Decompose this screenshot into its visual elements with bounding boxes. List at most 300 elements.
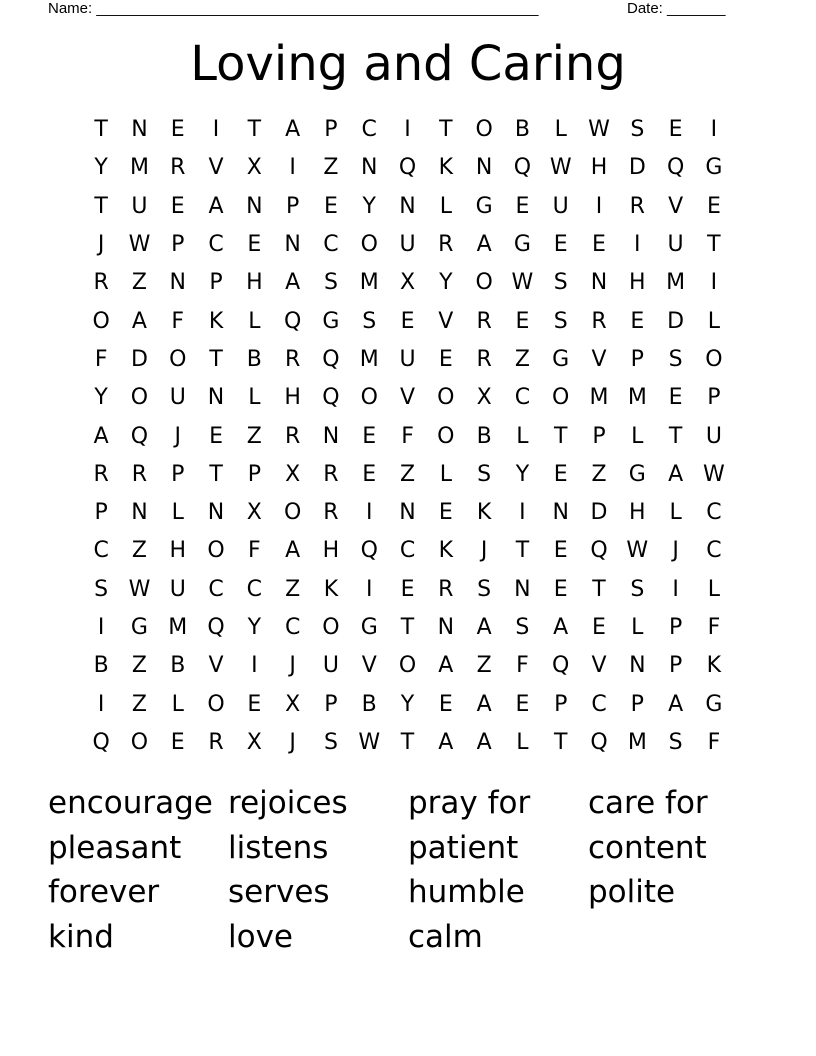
date-field — [627, 0, 725, 18]
grid-letter[interactable]: R — [93, 270, 109, 296]
grid-letter[interactable]: Z — [131, 691, 147, 717]
grid-letter[interactable]: E — [553, 576, 568, 602]
grid-letter[interactable]: K — [476, 500, 492, 526]
grid-letter[interactable]: P — [94, 500, 108, 526]
grid-letter[interactable]: T — [707, 232, 721, 258]
grid-letter[interactable]: I — [97, 615, 105, 640]
grid-letter[interactable]: S — [668, 729, 683, 755]
grid-letter[interactable]: E — [247, 232, 262, 258]
grid-letter[interactable]: G — [322, 308, 340, 334]
grid-letter[interactable]: L — [171, 691, 184, 717]
grid-letter[interactable]: E — [553, 538, 568, 564]
grid-letter[interactable]: I — [251, 653, 258, 679]
grid-letter[interactable]: R — [131, 461, 148, 487]
grid-letter[interactable]: I — [97, 691, 105, 717]
grid-letter[interactable]: S — [323, 729, 338, 755]
grid-letter[interactable]: Q — [207, 615, 225, 640]
grid-letter[interactable]: N — [246, 193, 263, 219]
grid-letter[interactable]: S — [553, 308, 568, 334]
grid-letter[interactable]: O — [207, 538, 225, 564]
grid-letter[interactable]: F — [516, 653, 529, 679]
grid-letter[interactable]: P — [247, 461, 261, 487]
grid-letter[interactable]: K — [438, 155, 454, 181]
grid-letter[interactable]: E — [170, 117, 185, 143]
grid-letter[interactable]: K — [706, 653, 722, 679]
grid-letter[interactable]: U — [399, 346, 416, 372]
grid-letter[interactable]: Z — [323, 155, 339, 181]
grid-letter[interactable]: I — [404, 117, 411, 143]
grid-letter[interactable]: A — [131, 308, 147, 334]
grid-letter[interactable]: T — [592, 576, 606, 602]
grid-letter[interactable]: R — [284, 346, 301, 372]
grid-letter[interactable]: S — [553, 270, 568, 296]
grid-letter[interactable]: U — [399, 232, 416, 258]
grid-letter[interactable]: P — [554, 691, 568, 717]
grid-letter[interactable]: E — [515, 308, 530, 334]
grid-letter[interactable]: N — [131, 117, 148, 143]
grid-letter[interactable]: P — [324, 117, 338, 143]
grid-letter[interactable]: I — [365, 500, 373, 526]
grid-letter[interactable]: E — [668, 385, 683, 411]
grid-letter[interactable]: Q — [590, 729, 608, 755]
grid-letter[interactable]: M — [627, 385, 647, 411]
grid-letter[interactable]: O — [130, 729, 149, 755]
grid-letter[interactable]: P — [668, 653, 683, 679]
grid-letter[interactable]: W — [358, 729, 381, 755]
grid-letter[interactable]: C — [208, 232, 224, 258]
grid-letter[interactable]: F — [707, 729, 721, 755]
grid-letter[interactable]: M — [666, 270, 686, 296]
grid-row — [82, 532, 734, 570]
grid-letter[interactable]: D — [130, 346, 148, 372]
grid-letter[interactable]: H — [629, 270, 646, 296]
grid-letter[interactable]: U — [322, 653, 339, 679]
grid-letter[interactable]: Y — [94, 385, 108, 411]
grid-letter[interactable]: U — [169, 385, 186, 411]
grid-letter[interactable]: E — [362, 423, 377, 449]
grid-letter[interactable]: R — [170, 155, 186, 181]
grid-letter[interactable]: C — [591, 691, 607, 717]
grid-letter[interactable]: E — [170, 729, 185, 755]
grid-letter[interactable]: W — [703, 461, 725, 487]
grid-letter[interactable]: C — [284, 615, 301, 640]
grid-letter[interactable]: C — [323, 232, 339, 258]
grid-letter[interactable]: A — [438, 653, 454, 679]
grid-letter[interactable]: A — [438, 729, 454, 755]
grid-letter[interactable]: Y — [400, 691, 415, 717]
grid-letter[interactable]: T — [553, 729, 568, 755]
grid-letter[interactable]: P — [171, 232, 185, 258]
grid-letter[interactable]: H — [322, 538, 340, 564]
grid-letter[interactable]: G — [705, 155, 723, 181]
grid-letter[interactable]: O — [283, 500, 302, 526]
grid-letter[interactable]: D — [590, 500, 608, 526]
grid-letter[interactable]: H — [169, 538, 187, 564]
grid-letter[interactable]: T — [668, 423, 683, 449]
grid-letter[interactable]: R — [93, 461, 109, 487]
grid-letter[interactable]: J — [174, 423, 181, 449]
grid-letter[interactable]: O — [705, 346, 723, 372]
grid-letter[interactable]: E — [553, 461, 568, 487]
grid-letter[interactable]: L — [439, 193, 452, 219]
word-bank — [48, 781, 768, 960]
grid-letter[interactable]: I — [595, 193, 603, 219]
grid-letter[interactable]: E — [438, 691, 453, 717]
grid-letter[interactable]: X — [246, 500, 262, 526]
worksheet-header — [48, 0, 748, 20]
grid-letter[interactable]: S — [94, 576, 109, 602]
grid-letter[interactable]: T — [94, 117, 108, 143]
grid-letter[interactable]: T — [209, 346, 223, 372]
grid-letter[interactable]: G — [475, 193, 493, 219]
grid-letter[interactable]: O — [398, 653, 417, 679]
grid-letter[interactable]: C — [514, 385, 531, 411]
grid-letter[interactable]: T — [439, 117, 453, 143]
grid-letter[interactable]: L — [669, 500, 682, 526]
grid-letter[interactable]: O — [130, 385, 149, 411]
word-bank-item: rejoices — [228, 785, 348, 821]
grid-letter[interactable]: L — [171, 500, 184, 526]
grid-letter[interactable]: I — [289, 155, 296, 181]
grid-letter[interactable]: A — [476, 691, 492, 717]
grid-letter[interactable]: E — [170, 193, 185, 219]
grid-letter[interactable]: M — [129, 155, 149, 181]
grid-letter[interactable]: N — [207, 385, 225, 411]
grid-letter[interactable]: X — [246, 155, 262, 181]
grid-letter[interactable]: M — [627, 729, 647, 755]
grid-letter[interactable]: A — [668, 461, 684, 487]
grid-letter[interactable]: O — [360, 385, 378, 411]
grid-letter[interactable]: E — [553, 232, 568, 258]
grid-letter[interactable]: S — [477, 461, 492, 487]
grid-letter[interactable]: M — [589, 385, 609, 411]
grid-letter[interactable]: J — [289, 653, 296, 679]
grid-letter[interactable]: O — [322, 615, 340, 640]
grid-letter[interactable]: U — [169, 576, 186, 602]
grid-letter[interactable]: G — [130, 615, 148, 640]
grid-letter[interactable]: X — [285, 461, 301, 487]
grid-letter[interactable]: K — [323, 576, 339, 602]
grid-letter[interactable]: X — [246, 729, 262, 755]
grid-letter[interactable]: Q — [360, 538, 378, 564]
grid-letter[interactable]: Z — [131, 538, 147, 564]
grid-letter[interactable]: A — [285, 270, 301, 296]
grid-letter[interactable]: U — [667, 232, 684, 258]
grid-letter[interactable]: H — [590, 155, 608, 181]
grid-letter[interactable]: F — [707, 615, 721, 640]
grid-letter[interactable]: G — [628, 461, 646, 487]
grid-letter[interactable]: E — [362, 461, 377, 487]
grid-letter[interactable]: Y — [515, 461, 530, 487]
grid-letter[interactable]: P — [285, 193, 300, 219]
grid-letter[interactable]: C — [246, 576, 263, 602]
grid-letter[interactable]: V — [591, 346, 607, 372]
grid-letter[interactable]: S — [668, 346, 683, 372]
grid-letter[interactable]: P — [707, 385, 721, 411]
grid-letter[interactable]: W — [626, 538, 649, 564]
grid-letter[interactable]: R — [438, 576, 454, 602]
grid-letter[interactable]: J — [672, 538, 679, 564]
grid-letter[interactable]: Q — [322, 385, 340, 411]
grid-letter[interactable]: S — [630, 117, 645, 143]
grid-letter[interactable]: Q — [398, 155, 417, 181]
grid-letter[interactable]: S — [515, 615, 530, 640]
grid-letter[interactable]: D — [667, 308, 685, 334]
grid-letter[interactable]: T — [515, 538, 530, 564]
grid-letter[interactable]: M — [359, 346, 379, 372]
grid-letter[interactable]: T — [94, 193, 108, 219]
grid-letter[interactable]: N — [437, 615, 455, 640]
grid-letter[interactable]: I — [212, 117, 220, 143]
grid-letter[interactable]: C — [361, 117, 377, 143]
grid-letter[interactable]: Z — [285, 576, 301, 602]
grid-letter[interactable]: Q — [513, 155, 532, 181]
grid-letter[interactable]: S — [362, 308, 377, 334]
grid-letter[interactable]: O — [437, 423, 455, 449]
grid-letter[interactable]: E — [592, 232, 606, 258]
grid-letter[interactable]: I — [634, 232, 641, 258]
grid-letter[interactable]: O — [437, 385, 455, 411]
grid-letter[interactable]: M — [359, 270, 379, 296]
grid-letter[interactable]: Q — [130, 423, 149, 449]
grid-letter[interactable]: F — [248, 538, 261, 564]
grid-letter[interactable]: L — [516, 423, 529, 449]
grid-letter[interactable]: O — [169, 346, 187, 372]
grid-letter[interactable]: P — [592, 423, 606, 449]
grid-letter[interactable]: R — [629, 193, 645, 219]
grid-letter[interactable]: A — [285, 538, 301, 564]
grid-letter[interactable]: N — [322, 423, 340, 449]
grid-letter[interactable]: P — [171, 461, 185, 487]
grid-letter[interactable]: E — [438, 500, 453, 526]
grid-letter[interactable]: A — [285, 117, 301, 143]
grid-letter[interactable]: G — [705, 691, 723, 717]
grid-letter[interactable]: R — [208, 729, 224, 755]
grid-letter[interactable]: T — [400, 615, 415, 640]
grid-letter[interactable]: P — [668, 615, 683, 640]
grid-letter[interactable]: L — [707, 576, 721, 602]
grid-letter[interactable]: R — [438, 232, 454, 258]
grid-letter[interactable]: Y — [439, 270, 453, 296]
grid-letter[interactable]: H — [246, 270, 263, 296]
grid-letter[interactable]: A — [553, 615, 569, 640]
grid-letter[interactable]: N — [552, 500, 569, 526]
grid-letter[interactable]: C — [706, 500, 722, 526]
grid-letter[interactable]: S — [630, 576, 645, 602]
grid-letter[interactable]: V — [591, 653, 607, 679]
grid-letter[interactable]: A — [208, 193, 224, 219]
grid-letter[interactable]: T — [400, 729, 415, 755]
grid-row — [82, 647, 734, 685]
grid-letter[interactable]: V — [668, 193, 684, 219]
grid-letter[interactable]: I — [365, 576, 373, 602]
grid-letter[interactable]: E — [515, 691, 530, 717]
grid-letter[interactable]: Z — [591, 461, 607, 487]
grid-letter[interactable]: R — [476, 308, 492, 334]
grid-letter[interactable]: A — [668, 691, 684, 717]
grid-letter[interactable]: Q — [552, 653, 570, 679]
grid-letter[interactable]: S — [477, 576, 492, 602]
grid-letter[interactable]: H — [629, 500, 646, 526]
grid-letter[interactable]: N — [590, 270, 608, 296]
grid-letter[interactable]: Q — [92, 729, 110, 755]
grid-letter[interactable]: U — [131, 193, 148, 219]
grid-letter[interactable]: P — [630, 346, 644, 372]
grid-letter[interactable]: E — [515, 193, 530, 219]
grid-letter[interactable]: O — [360, 232, 378, 258]
grid-letter[interactable]: V — [208, 155, 224, 181]
grid-letter[interactable]: E — [247, 691, 262, 717]
grid-letter[interactable]: A — [476, 615, 492, 640]
grid-row — [82, 111, 734, 149]
grid-letter[interactable]: Q — [283, 308, 302, 334]
grid-letter[interactable]: Y — [247, 615, 262, 640]
grid-letter[interactable]: N — [169, 270, 186, 296]
grid-letter[interactable]: F — [171, 308, 185, 334]
grid-letter[interactable]: B — [476, 423, 492, 449]
grid-letter[interactable]: W — [549, 155, 572, 181]
grid-letter[interactable]: W — [511, 270, 534, 296]
grid-letter[interactable]: E — [630, 308, 645, 334]
grid-letter[interactable]: X — [399, 270, 416, 296]
grid-letter[interactable]: V — [361, 653, 377, 679]
grid-letter[interactable]: S — [323, 270, 338, 296]
grid-letter[interactable]: L — [707, 308, 721, 334]
grid-letter[interactable]: Q — [322, 346, 340, 372]
grid-letter[interactable]: N — [514, 576, 531, 602]
grid-letter[interactable]: L — [516, 729, 529, 755]
grid-letter[interactable]: I — [710, 270, 718, 296]
grid-letter[interactable]: Z — [131, 653, 147, 679]
grid-letter[interactable]: N — [131, 500, 148, 526]
grid-letter[interactable]: J — [289, 729, 296, 755]
grid-letter[interactable]: L — [631, 615, 644, 640]
grid-letter[interactable]: F — [94, 346, 108, 372]
grid-letter[interactable]: E — [323, 193, 338, 219]
grid-letter[interactable]: T — [209, 461, 223, 487]
grid-letter[interactable]: E — [668, 117, 683, 143]
grid-letter[interactable]: G — [552, 346, 570, 372]
grid-letter[interactable]: C — [399, 538, 416, 564]
grid-letter[interactable]: F — [401, 423, 414, 449]
grid-letter[interactable]: C — [706, 538, 722, 564]
grid-letter[interactable]: G — [360, 615, 378, 640]
grid-letter[interactable]: E — [706, 193, 721, 219]
grid-letter[interactable]: Z — [514, 346, 530, 372]
grid-letter[interactable]: L — [248, 308, 261, 334]
grid-letter[interactable]: D — [628, 155, 646, 181]
grid-letter[interactable]: V — [438, 308, 454, 334]
grid-letter[interactable]: O — [92, 308, 110, 334]
grid-letter[interactable]: O — [475, 117, 493, 143]
grid-letter[interactable]: R — [323, 461, 339, 487]
word-bank-item: calm — [408, 919, 483, 956]
grid-letter[interactable]: P — [324, 691, 338, 717]
grid-letter[interactable]: A — [476, 729, 492, 755]
grid-letter[interactable]: O — [475, 270, 493, 296]
grid-letter[interactable]: B — [93, 653, 109, 679]
grid-letter[interactable]: I — [519, 500, 526, 526]
grid-letter[interactable]: W — [128, 232, 151, 258]
grid-letter[interactable]: I — [672, 576, 679, 602]
grid-letter[interactable]: Q — [666, 155, 685, 181]
grid-letter[interactable]: G — [513, 232, 531, 258]
grid-letter[interactable]: C — [208, 576, 224, 602]
grid-letter[interactable]: Y — [362, 193, 376, 219]
grid-letter[interactable]: N — [629, 653, 646, 679]
grid-letter[interactable]: N — [284, 232, 301, 258]
grid-letter[interactable]: K — [208, 308, 224, 334]
grid-letter[interactable]: B — [514, 117, 530, 143]
grid-letter[interactable]: J — [480, 538, 488, 564]
grid-letter[interactable]: L — [554, 117, 567, 143]
grid-letter[interactable]: X — [285, 691, 301, 717]
grid-letter[interactable]: T — [247, 117, 262, 143]
grid-letter[interactable]: C — [93, 538, 109, 564]
grid-letter[interactable]: A — [476, 232, 492, 258]
grid-letter[interactable]: R — [591, 308, 607, 334]
grid-letter[interactable]: M — [168, 615, 188, 640]
grid-letter[interactable]: P — [630, 691, 644, 717]
grid-letter[interactable]: N — [207, 500, 225, 526]
grid-letter[interactable]: R — [476, 346, 492, 372]
grid-letter[interactable]: W — [128, 576, 151, 602]
grid-letter[interactable]: N — [360, 155, 378, 181]
grid-letter[interactable]: R — [323, 500, 339, 526]
grid-letter[interactable]: O — [552, 385, 570, 411]
grid-letter[interactable]: A — [93, 423, 109, 449]
grid-letter[interactable]: B — [361, 691, 377, 717]
grid-letter[interactable]: E — [592, 615, 606, 640]
grid-letter[interactable]: L — [248, 385, 261, 411]
grid-letter[interactable]: E — [209, 423, 223, 449]
grid-letter[interactable]: R — [284, 423, 301, 449]
grid-letter[interactable]: N — [399, 500, 416, 526]
grid-letter[interactable]: N — [475, 155, 493, 181]
grid-letter[interactable]: W — [588, 117, 610, 143]
grid-letter[interactable]: U — [705, 423, 722, 449]
grid-letter[interactable]: V — [208, 653, 224, 679]
grid-letter[interactable]: X — [476, 385, 492, 411]
grid-letter[interactable]: B — [246, 346, 262, 372]
grid-letter[interactable]: J — [97, 232, 105, 258]
grid-letter[interactable]: H — [284, 385, 301, 411]
grid-letter[interactable]: Z — [476, 653, 492, 679]
grid-letter[interactable]: I — [710, 117, 718, 143]
grid-letter[interactable]: E — [438, 346, 453, 372]
grid-letter[interactable]: V — [399, 385, 416, 411]
grid-letter[interactable]: Q — [590, 538, 608, 564]
grid-letter[interactable]: Z — [131, 270, 147, 296]
grid-letter[interactable]: Y — [94, 155, 108, 181]
grid-letter[interactable]: K — [438, 538, 454, 564]
grid-letter[interactable]: L — [631, 423, 644, 449]
word-bank-item: forever — [48, 874, 160, 911]
grid-letter[interactable]: T — [553, 423, 568, 449]
grid-letter[interactable]: O — [207, 691, 225, 717]
grid-letter[interactable]: B — [170, 653, 186, 679]
grid-letter[interactable]: U — [552, 193, 569, 219]
grid-letter[interactable]: Z — [399, 461, 416, 487]
grid-letter[interactable]: E — [400, 308, 415, 334]
grid-letter[interactable]: E — [400, 576, 415, 602]
word-bank-item: pleasant — [48, 829, 182, 866]
grid-letter[interactable]: L — [439, 461, 452, 487]
grid-letter[interactable]: N — [399, 193, 416, 219]
grid-row — [82, 302, 734, 340]
grid-letter[interactable]: P — [209, 270, 223, 296]
grid-letter[interactable]: Z — [246, 423, 262, 449]
